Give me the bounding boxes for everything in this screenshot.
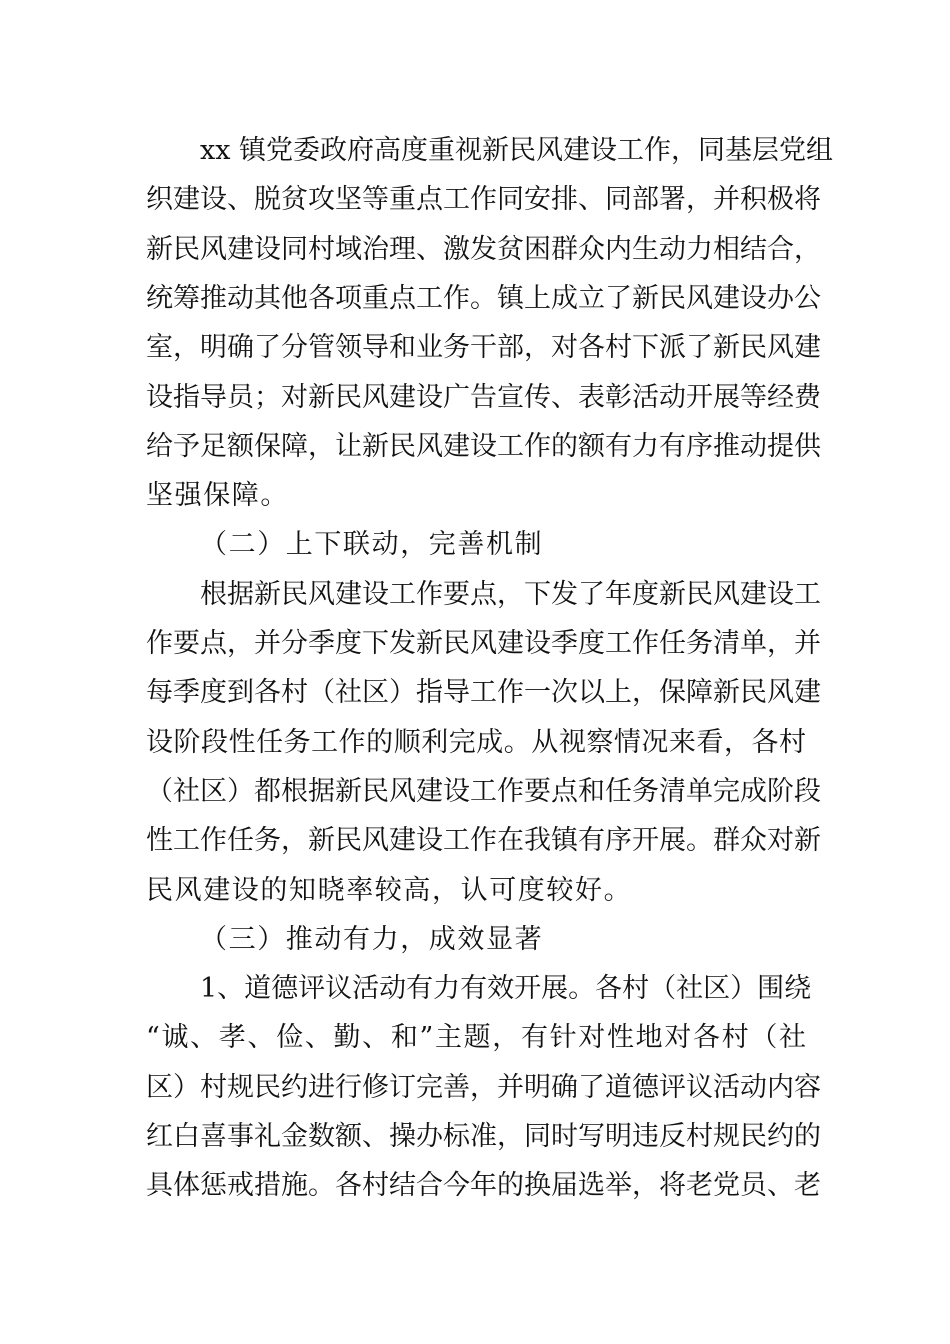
text-line: 室，明确了分管领导和业务干部，对各村下派了新民风建 <box>146 332 821 363</box>
text-line: 给予足额保障，让新民风建设工作的额有力有序推动提供 <box>146 431 821 462</box>
text-line: 织建设、脱贫攻坚等重点工作同安排、同部署，并积极将 <box>146 184 821 215</box>
section-heading: （二）上下联动，完善机制 <box>200 529 544 560</box>
text-line: xx 镇党委政府高度重视新民风建设工作，同基层党组 <box>200 135 834 166</box>
text-line: 每季度到各村（社区）指导工作一次以上，保障新民风建 <box>146 677 821 708</box>
text-line: 民风建设的知晓率较高，认可度较好。 <box>146 875 633 906</box>
text-line: 性工作任务，新民风建设工作在我镇有序开展。群众对新 <box>146 825 821 856</box>
text-line: 作要点，并分季度下发新民风建设季度工作任务清单，并 <box>146 628 821 659</box>
text-line: 具体惩戒措施。各村结合今年的换届选举，将老党员、老 <box>146 1170 821 1201</box>
text-line: 根据新民风建设工作要点，下发了年度新民风建设工 <box>200 579 821 610</box>
text-line: 设阶段性任务工作的顺利完成。从视察情况来看，各村 <box>146 727 806 758</box>
text-line: 新民风建设同村域治理、激发贫困群众内生动力相结合， <box>146 234 821 265</box>
text-line: （社区）都根据新民风建设工作要点和任务清单完成阶段 <box>146 776 821 807</box>
text-line: 1、道德评议活动有力有效开展。各村（社区）围绕 <box>200 973 812 1004</box>
text-line: 设指导员；对新民风建设广告宣传、表彰活动开展等经费 <box>146 382 821 413</box>
text-line: 统筹推动其他各项重点工作。镇上成立了新民风建设办公 <box>146 283 821 314</box>
section-heading: （三）推动有力，成效显著 <box>200 924 544 955</box>
text-line: “诚、孝、俭、勤、和”主题，有针对性地对各村（社 <box>146 1022 806 1053</box>
text-line: 坚强保障。 <box>146 480 289 511</box>
text-line: 区）村规民约进行修订完善，并明确了道德评议活动内容 <box>146 1072 821 1103</box>
text-line: 红白喜事礼金数额、操办标准，同时写明违反村规民约的 <box>146 1121 821 1152</box>
